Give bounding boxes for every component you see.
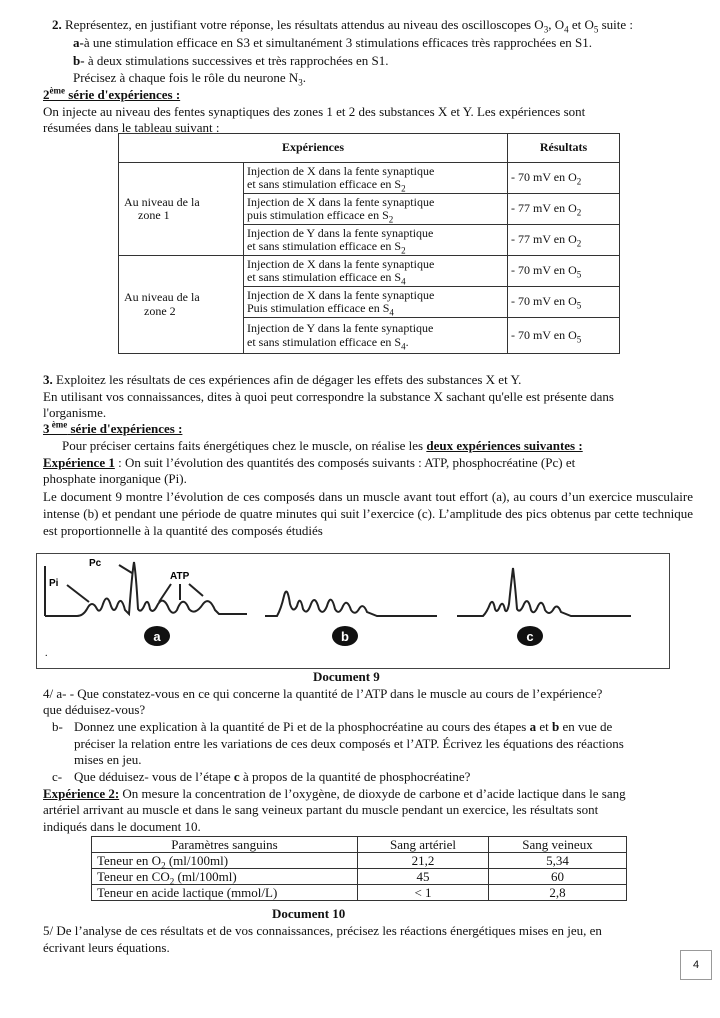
table-row: Injection de X dans la fente synaptique puis stimulation efficace en $S_2$ xyxy=(244,194,508,225)
spectrum-c xyxy=(457,568,631,616)
figure-dot: . xyxy=(45,648,48,659)
page-number: 4 xyxy=(680,950,712,980)
result-cell: - 77 mV en $O_2$ xyxy=(508,225,620,256)
exp1-line2: phosphate inorganique (Pi). xyxy=(43,471,187,486)
q5-line2: écrivant leurs équations. xyxy=(43,940,170,955)
header-veineux: Sang veineux xyxy=(489,837,627,853)
table-row: Injection de X dans la fente synaptique Puis stimulation efficace en $S_4$ xyxy=(244,287,508,318)
table-row: Injection de X dans la fente synaptique et sans stimulation efficace en $S_4$ xyxy=(244,256,508,287)
zone2-cell: Au niveau de la zone 2 xyxy=(119,256,244,354)
doc9-paragraph: Le document 9 montre l’évolution de ces composés dans un muscle avant tout effort (a), au cours d’un exercice musculaire intense (b) et pendant une période de quatre minutes qui suit l’exercice (c). L’amplitude des pics obtenus par cette technique est proportionnelle à la quantité des composés étudiés xyxy=(43,489,693,538)
q4-b-line3: mises en jeu. xyxy=(74,752,142,767)
atp-label: ATP xyxy=(170,571,190,582)
result-cell: - 70 mV en $O_5$ xyxy=(508,256,620,287)
result-cell: - 70 mV en $O_5$ xyxy=(508,287,620,318)
exp2-line2: artériel arrivant au muscle et dans le sang veineux partant du muscle pendant un exercice, les résultats sont xyxy=(43,802,599,817)
spectra-svg xyxy=(37,554,669,668)
q4-c-line: Que déduisez- vous de l’étape c à propos de la quantité de phosphocréatine? xyxy=(74,769,471,784)
serie2-heading: 2ème série d'expériences : xyxy=(43,85,181,102)
q2-b: b- à deux stimulations successives et très rapprochées en S1. xyxy=(73,53,389,68)
q4-b-label: b- xyxy=(52,719,63,734)
table-row: Injection de Y dans la fente synaptique et sans stimulation efficace en $S_4$. xyxy=(244,318,508,354)
exp2-line1: Expérience 2: On mesure la concentration de l’oxygène, de dioxyde de carbone et d’acide lactique dans le sang xyxy=(43,786,626,801)
q2-line: 2. Représentez, en justifiant votre réponse, les résultats attendus au niveau des oscilloscopes $O_3$, $O_4$ et $O_5$ suite : xyxy=(52,17,634,35)
zone1-cell: Au niveau de la zone 1 xyxy=(119,163,244,256)
q4-b-line1: Donnez une explication à la quantité de Pi et de la phosphocréatine au cours des étapes a et b en vue de xyxy=(74,719,613,734)
q4-a-line2: que déduisez-vous? xyxy=(43,702,146,717)
serie3-intro: Pour préciser certains faits énergétiques chez le muscle, on réalise les deux expériences suivantes : xyxy=(62,438,583,453)
badge-b-label: b xyxy=(341,629,349,644)
exp2-line3: indiqués dans le document 10. xyxy=(43,819,201,834)
header-arteriel: Sang artériel xyxy=(358,837,489,853)
badge-c-label: c xyxy=(526,629,534,644)
q5-line1: 5/ De l’analyse de ces résultats et de vos connaissances, précisez les réactions énergétiques mises en jeu, en xyxy=(43,923,602,938)
badge-a-label: a xyxy=(153,629,161,644)
pi-label: Pi xyxy=(49,578,59,589)
q2-a: a-à une stimulation efficace en S3 et simultanément 3 stimulations efficaces très rapprochées en S1. xyxy=(73,35,593,50)
header-experiences: Expériences xyxy=(119,134,508,163)
experiments-table xyxy=(118,133,620,354)
result-cell: - 70 mV en $O_5$ xyxy=(508,318,620,354)
pc-arrow xyxy=(119,565,132,573)
q2-precise: Précisez à chaque fois le rôle du neurone $N_3$. xyxy=(73,70,306,88)
spectrum-a xyxy=(45,562,247,616)
table-row: Injection de X dans la fente synaptique et sans stimulation efficace en $S_2$ xyxy=(244,163,508,194)
document-9-caption: Document 9 xyxy=(313,669,380,684)
q3-line2: En utilisant vos connaissances, dites à quoi peut correspondre la substance X sachant qu'elle est présente dans xyxy=(43,389,614,404)
serie3-heading: 3 $^{ème}$ série d'expériences : xyxy=(43,419,183,436)
table-row: Teneur en acide lactique (mmol/L) < 1 2,8 xyxy=(92,885,627,901)
serie2-intro1: On injecte au niveau des fentes synaptiques des zones 1 et 2 des substances X et Y. Les expériences sont xyxy=(43,104,586,119)
atp-arrow-1 xyxy=(159,584,171,602)
serie2-intro2: résumées dans le tableau suivant : xyxy=(43,120,220,135)
q4-c-label: c- xyxy=(52,769,63,784)
result-cell: - 77 mV en $O_2$ xyxy=(508,194,620,225)
atp-arrow-3 xyxy=(189,584,203,596)
q4-a-line1: 4/ a- - Que constatez-vous en ce qui concerne la quantité de l’ATP dans le muscle au cours de l’expérience? xyxy=(43,686,603,701)
document-9-figure xyxy=(36,553,670,669)
blood-parameters-table xyxy=(91,836,627,901)
exp1-line1: Expérience 1 : On suit l’évolution des quantités des composés suivants : ATP, phosphocréatine (Pc) et xyxy=(43,455,576,470)
q4-b-line2: préciser la relation entre les variations de ces deux composés et l’ATP. Écrivez les équations des réactions xyxy=(74,736,624,751)
table-row: Injection de Y dans la fente synaptique et sans stimulation efficace en $S_2$ xyxy=(244,225,508,256)
header-parametres: Paramètres sanguins xyxy=(92,837,358,853)
pi-arrow xyxy=(67,585,89,602)
q3-line3: l'organisme. xyxy=(43,405,107,420)
q3-line1: 3. Exploitez les résultats de ces expériences afin de dégager les effets des substances X et Y. xyxy=(43,372,522,387)
table-row: Teneur en $CO_2$ (ml/100ml) 45 60 xyxy=(92,869,627,885)
spectrum-b xyxy=(265,592,437,617)
result-cell: - 70 mV en $O_2$ xyxy=(508,163,620,194)
header-resultats: Résultats xyxy=(508,134,620,163)
document-10-caption: Document 10 xyxy=(272,906,346,921)
pc-label: Pc xyxy=(89,558,102,569)
table-row: Teneur en $O_2$ (ml/100ml) 21,2 5,34 xyxy=(92,853,627,869)
